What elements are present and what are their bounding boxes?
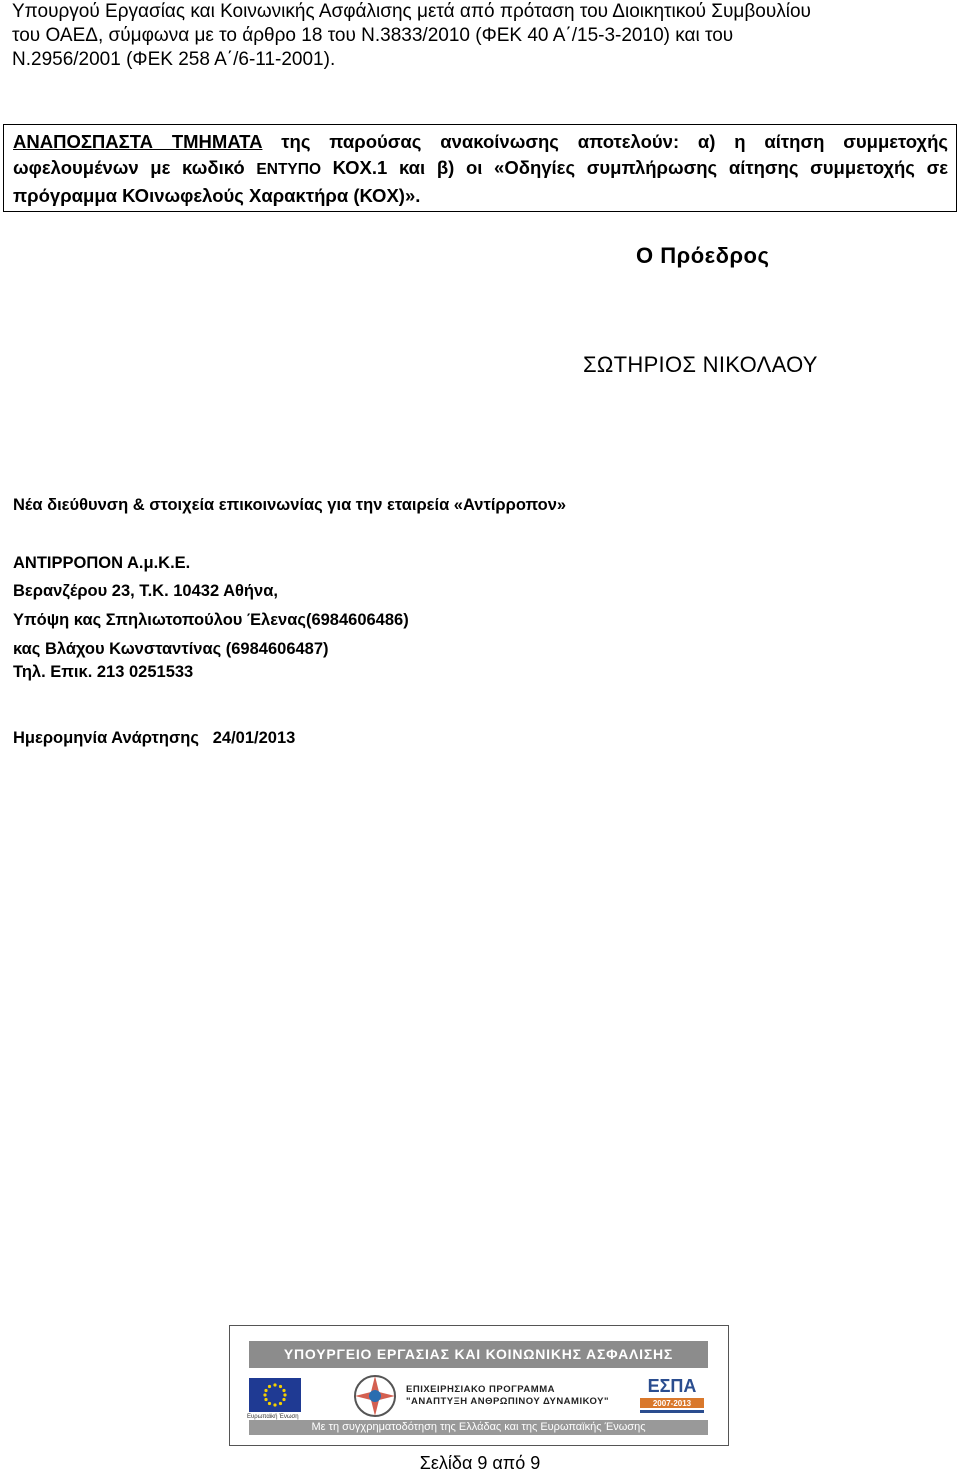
page-number: Σελίδα 9 από 9 (419, 1453, 541, 1473)
ministry-title: ΥΠΟΥΡΓΕΙΟ ΕΡΓΑΣΙΑΣ ΚΑΙ ΚΟΙΝΩΝΙΚΗΣ ΑΣΦΑΛΙΣΗΣ (249, 1341, 708, 1368)
posting-date-line (13, 729, 295, 748)
eu-caption: Ευρωπαϊκή Ένωση (247, 1414, 299, 1420)
signature-name: ΣΩΤΗΡΙΟΣ ΝΙΚΟΛΑΟΥ (583, 352, 818, 377)
posting-label: Ημερομηνία Ανάρτησης (13, 729, 199, 747)
funding-banner (229, 1325, 729, 1446)
contact-phone: Τηλ. Επικ. 213 0251533 (13, 663, 194, 681)
company-address: Βερανζέρου 23, Τ.Κ. 10432 Αθήνα, (13, 582, 278, 600)
posting-date: 24/01/2013 (212, 729, 296, 747)
annex-text: της παρούσας ανακοίνωσης αποτελούν: α) η αίτηση συμμετοχής ωφελουμένων με κωδικό (13, 131, 948, 178)
program-emblem-icon (350, 1371, 400, 1421)
espa-years: 2007-2013 (652, 1399, 692, 1408)
program-line: "ΑΝΑΠΤΥΞΗ ΑΝΘΡΩΠΙΝΟΥ ΔΥΝΑΜΙΚΟΥ" (406, 1396, 609, 1407)
contact-person-1: Υπόψη κας Σπηλιωτοπούλου Έλενας(6984606486) (13, 611, 409, 629)
contact-person-2: κας Βλάχου Κωνσταντίνας (6984606487) (13, 640, 329, 658)
annex-heading: ΑΝΑΠΟΣΠΑΣΤΑ ΤΜΗΜΑΤΑ (13, 131, 263, 152)
intro-paragraph (12, 0, 948, 72)
espa-title: ΕΣΠΑ (647, 1376, 697, 1396)
contact-heading: Νέα διεύθυνση & στοιχεία επικοινωνίας για την εταιρεία «Αντίρροπον» (13, 496, 567, 514)
signature-role: Ο Πρόεδρος (636, 243, 770, 268)
form-label: ΕΝΤΥΠΟ (256, 161, 321, 178)
intro-line: Υπουργού Εργασίας και Κοινωνικής Ασφάλισης μετά από πρόταση του Διοικητικού Συμβουλίου (12, 1, 811, 22)
espa-logo-icon (634, 1374, 712, 1416)
program-title (406, 1384, 609, 1408)
intro-line: Ν.2956/2001 (ΦΕΚ 258 Α΄/6-11-2001). (12, 49, 336, 70)
annex-notice-box (3, 124, 957, 212)
company-name: ΑΝΤΙΡΡΟΠΟΝ Α.μ.Κ.Ε. (13, 554, 191, 572)
annex-text: ΚΟΧ.1 και β) οι «Οδηγίες συμπλήρωσης αίτησης συμμετοχής σε πρόγραμμα ΚΟινωφελούς Χαρακτήρα (ΚΟΧ)». (13, 157, 949, 206)
eu-flag-icon (249, 1378, 301, 1412)
program-line: ΕΠΙΧΕΙΡΗΣΙΑΚΟ ΠΡΟΓΡΑΜΜΑ (406, 1384, 555, 1395)
intro-line: του ΟΑΕΔ, σύμφωνα με το άρθρο 18 του Ν.3833/2010 (ΦΕΚ 40 Α΄/15-3-2010) και του (12, 25, 734, 46)
cofinancing-note: Με τη συγχρηματοδότηση της Ελλάδας και της Ευρωπαϊκής Ένωσης (249, 1420, 708, 1435)
